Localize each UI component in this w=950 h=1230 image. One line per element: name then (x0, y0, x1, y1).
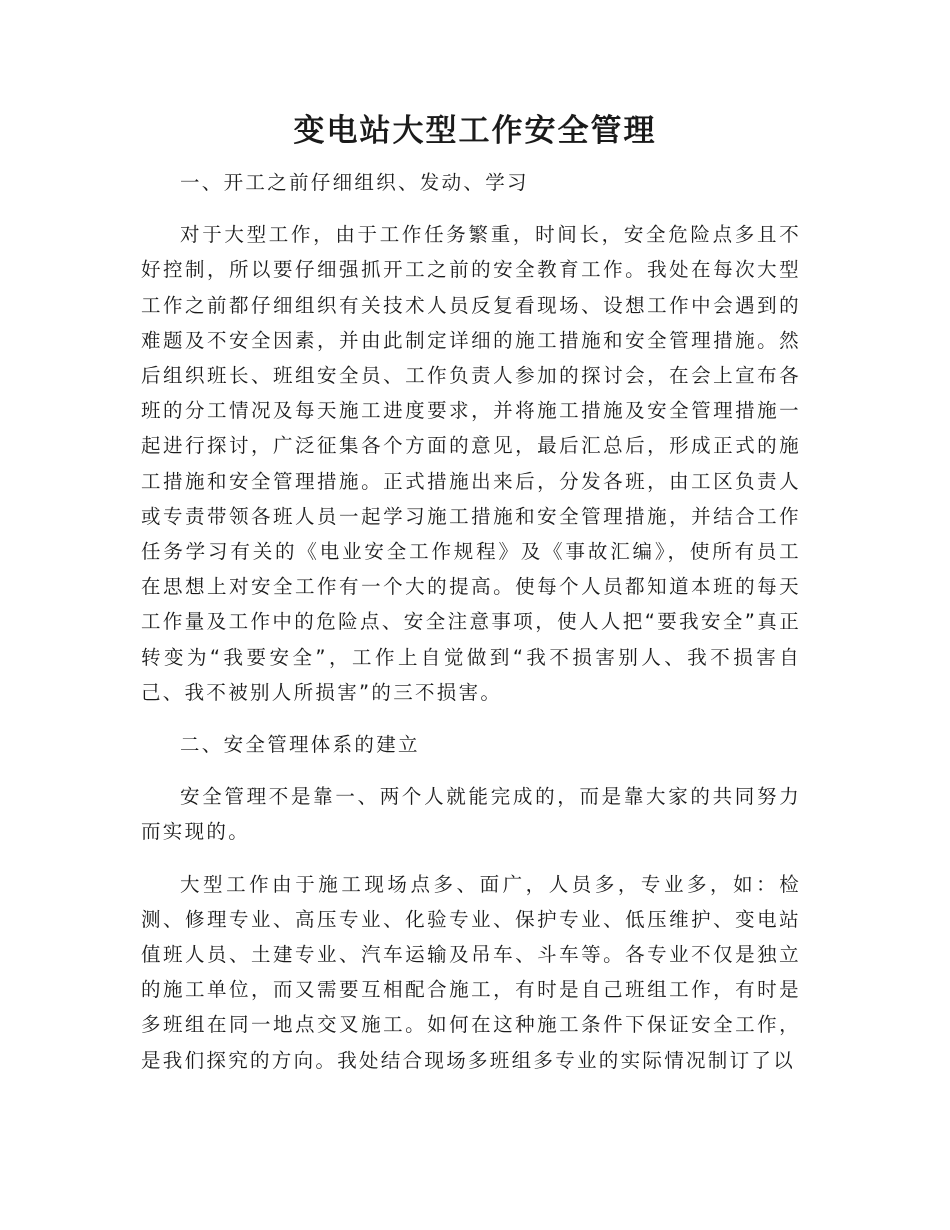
section-heading-2: 二、安全管理体系的建立 (180, 733, 420, 757)
section-heading-1: 一、开工之前仔细组织、发动、学习 (180, 171, 529, 194)
paragraph-2: 安全管理不是靠一、两个人就能完成的，而是靠大家的共同努力而实现的。 (141, 785, 801, 844)
paragraph-1: 对于大型工作，由于工作任务繁重，时间长，安全危险点多且不好控制，所以要仔细强抓开工之前的安全教育工作。我处在每次大型工作之前都仔细组织有关技术人员反复看现场、设想工作中会遇到的难题及不安全因素，并由此制定详细的施工措施和安全管理措施。然后组织班长、班组安全员、工作负责人参加的探讨会，在会上宣布各班的分工情况及每天施工进度要求，并将施工措施及安全管理措施一起进行探讨，广泛征集各个方面的意见，最后汇总后，形成正式的施工措施和安全管理措施。正式措施出来后，分发各班，由工区负责人或专责带领各班人员一起学习施工措施和安全管理措施，并结合工作任务学习有关的《电业安全工作规程》及《事故汇编》，使所有员工在思想上对安全工作有一个大的提高。使每个人员都知道本班的每天工作量及工作中的危险点、安全注意事项，使人人把“要我安全”真正转变为“我要安全”，工作上自觉做到“我不损害别人、我不损害自己、我不被别人所损害”的三不损害。 (141, 223, 801, 704)
document-body (141, 165, 801, 1078)
document-title: 变电站大型工作安全管理 (293, 113, 657, 149)
paragraph-3: 大型工作由于施工现场点多、面广，人员多，专业多，如：检测、修理专业、高压专业、化验专业、保护专业、低压维护、变电站值班人员、土建专业、汽车运输及吊车、斗车等。各专业不仅是独立的施工单位，而又需要互相配合施工，有时是自己班组工作，有时是多班组在同一地点交叉施工。如何在这种施工条件下保证安全工作，是我们探究的方向。我处结合现场多班组多专业的实际情况制订了以 (141, 872, 801, 1072)
